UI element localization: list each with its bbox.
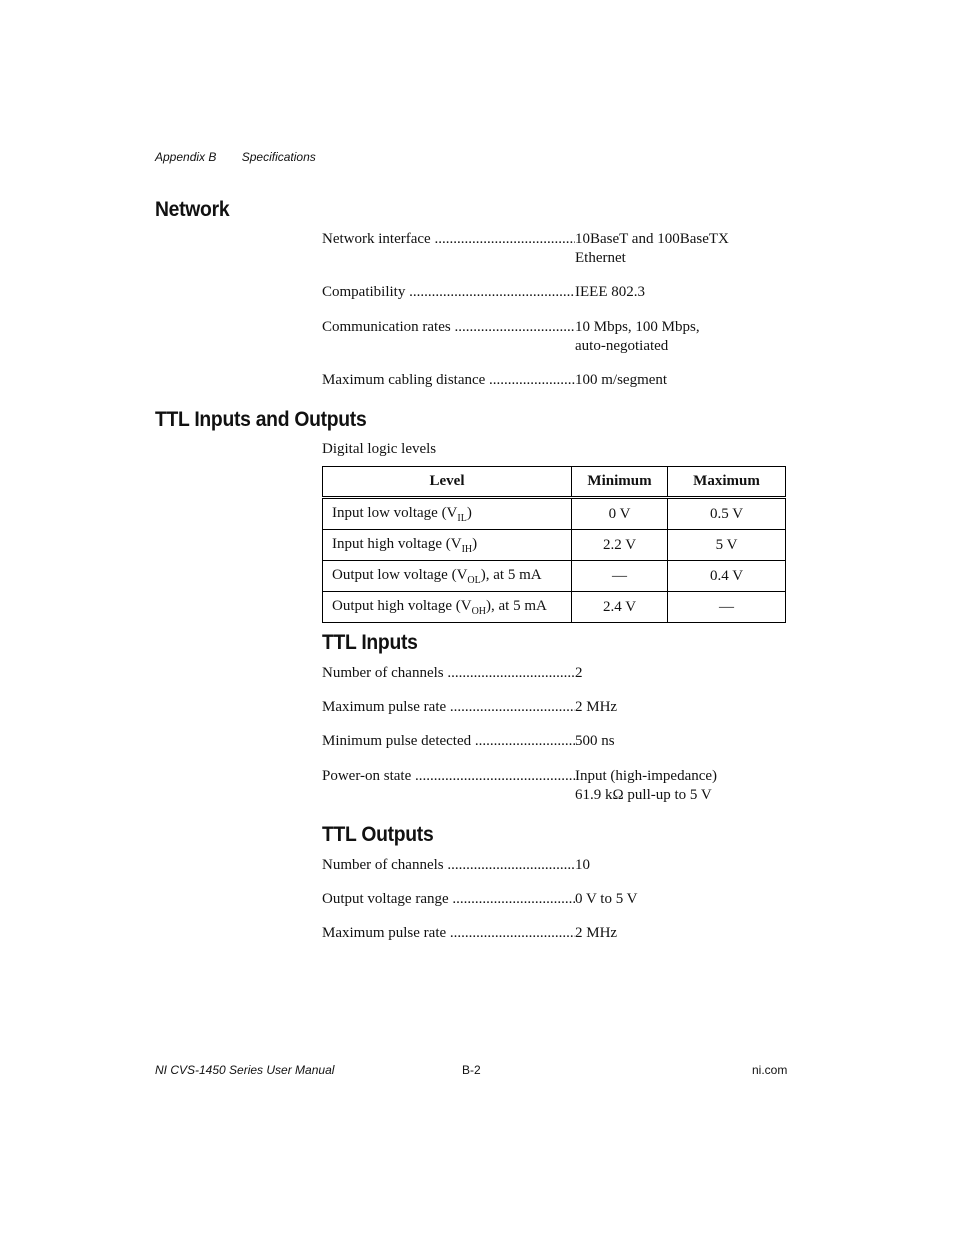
column-header-minimum: Minimum <box>572 467 668 498</box>
spec-value-continued: 61.9 kΩ pull-up to 5 V <box>575 786 712 803</box>
spec-row <box>322 732 792 751</box>
spec-label: Maximum pulse rate ..... <box>322 924 575 943</box>
table-row <box>323 592 786 623</box>
ttl-heading: TTL Inputs and Outputs <box>155 408 367 431</box>
spec-row <box>322 664 792 683</box>
spec-row <box>322 924 792 943</box>
column-header-level: Level <box>323 467 572 498</box>
level-cell: Input low voltage $(V_{IL})$ <box>323 498 572 530</box>
spec-row <box>322 890 792 909</box>
maximum-cell: 0.5 V <box>668 498 786 530</box>
spec-value: 0 V to 5 V <box>575 891 638 907</box>
level-cell: Output low voltage $(V_{OL})$, at 5 mA <box>323 561 572 592</box>
table-row <box>323 530 786 561</box>
logic-levels-table <box>322 466 786 623</box>
footer-site: ni.com <box>752 1063 788 1077</box>
column-header-maximum: Maximum <box>668 467 786 498</box>
spec-label: Communication rates ..... <box>322 318 575 337</box>
spec-value: 2 <box>575 665 583 681</box>
spec-label: Number of channels ..... <box>322 856 575 875</box>
spec-row <box>322 371 792 390</box>
spec-value-continued: auto-negotiated <box>575 337 669 354</box>
spec-value: 2 MHz <box>575 699 618 715</box>
spec-value: Input (high-impedance) <box>575 768 718 784</box>
spec-label: Power-on state ..... <box>322 767 575 786</box>
spec-label: Network interface ..... <box>322 230 575 249</box>
minimum-cell: 2.2 V <box>572 530 668 561</box>
spec-value: 10 Mbps, 100 Mbps, <box>575 319 700 335</box>
ttl-outputs-heading: TTL Outputs <box>322 823 434 846</box>
spec-row <box>322 318 792 355</box>
maximum-cell: 0.4 V <box>668 561 786 592</box>
spec-label: Output voltage range ..... <box>322 890 575 909</box>
spec-row <box>322 856 792 875</box>
spec-value-continued: Ethernet <box>575 249 626 266</box>
minimum-cell: 0 V <box>572 498 668 530</box>
spec-row <box>322 283 792 302</box>
spec-label: Compatibility ..... <box>322 283 575 302</box>
table-header-row <box>323 467 786 498</box>
spec-row <box>322 230 792 267</box>
spec-value: 10BaseT and 100BaseTX <box>575 231 729 247</box>
level-cell: Input high voltage $(V_{IH})$ <box>323 530 572 561</box>
running-header <box>155 150 316 164</box>
spec-value: 500 ns <box>575 733 615 749</box>
spec-value: 100 m/segment <box>575 372 668 388</box>
section-label: Specifications <box>241 150 316 164</box>
table-caption: Digital logic levels <box>322 441 437 457</box>
footer-page-number: B-2 <box>462 1063 481 1077</box>
level-cell: Output high voltage $(V_{OH})$, at 5 mA <box>323 592 572 623</box>
ttl-inputs-heading: TTL Inputs <box>322 631 418 654</box>
spec-label: Number of channels ..... <box>322 664 575 683</box>
spec-value: IEEE 802.3 <box>575 284 645 300</box>
table-row <box>323 498 786 530</box>
minimum-cell: — <box>572 561 668 592</box>
footer-manual-title: NI CVS-1450 Series User Manual <box>155 1063 335 1077</box>
maximum-cell: — <box>668 592 786 623</box>
maximum-cell: 5 V <box>668 530 786 561</box>
appendix-label: Appendix B <box>155 150 217 164</box>
minimum-cell: 2.4 V <box>572 592 668 623</box>
spec-label: Minimum pulse detected ..... <box>322 732 575 751</box>
spec-row <box>322 698 792 717</box>
spec-label: Maximum pulse rate ..... <box>322 698 575 717</box>
spec-label: Maximum cabling distance ..... <box>322 371 575 390</box>
table-row <box>323 561 786 592</box>
spec-value: 10 <box>575 857 590 873</box>
spec-value: 2 MHz <box>575 925 618 941</box>
network-heading: Network <box>155 198 230 221</box>
spec-row <box>322 767 792 804</box>
